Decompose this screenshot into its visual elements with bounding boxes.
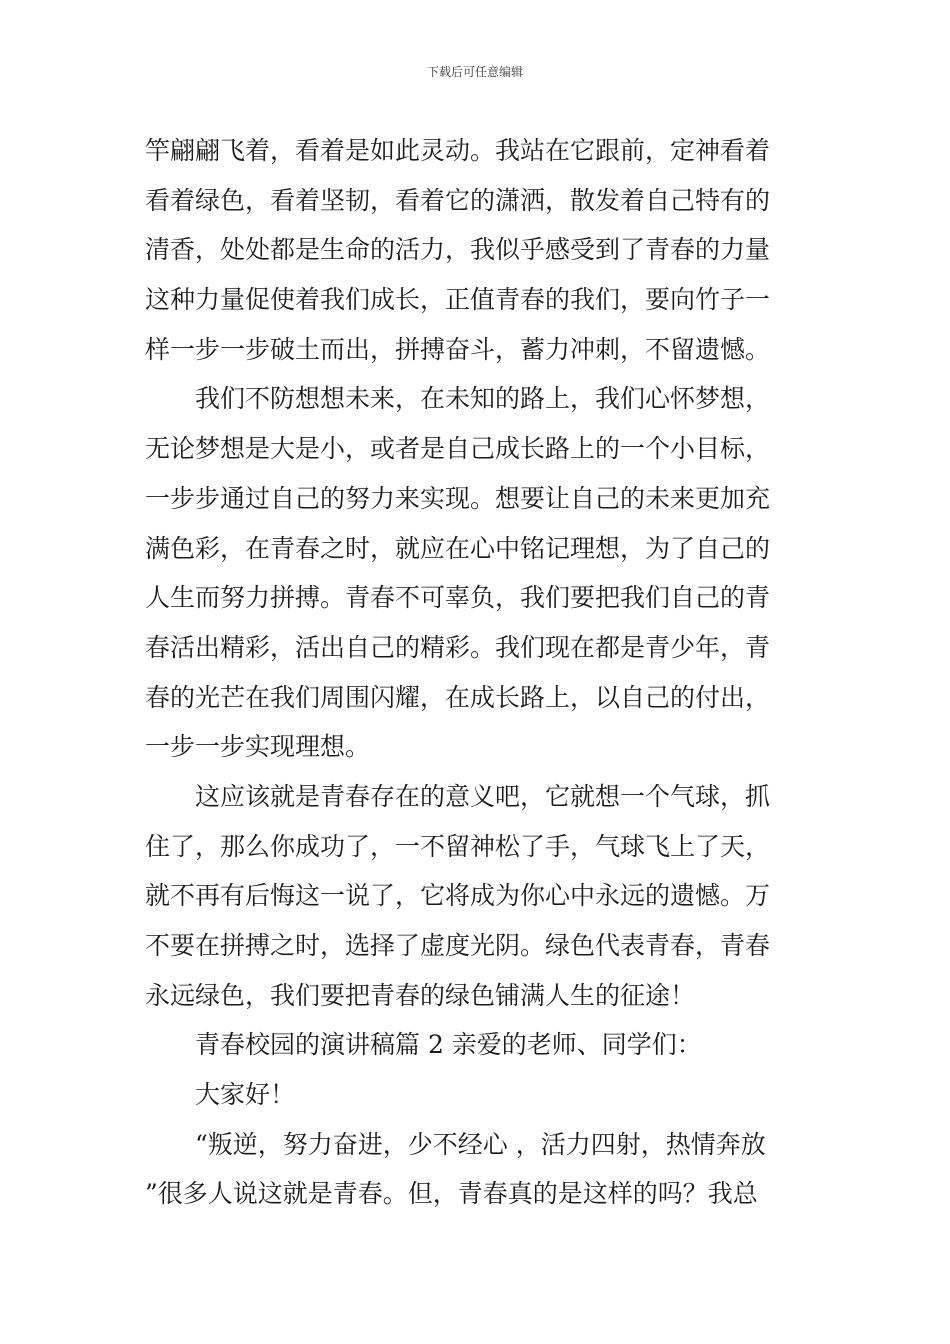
text-line: 春的光芒在我们周围闪耀，在成长路上，以自己的付出， bbox=[145, 682, 771, 712]
text-line: 看着绿色，看着坚韧，看着它的潇洒，散发着自己特有的 bbox=[145, 185, 771, 215]
text-line: 青春校园的演讲稿篇 2 亲爱的老师、同学们： bbox=[195, 1030, 702, 1060]
text-line: 满色彩，在青春之时，就应在心中铭记理想，为了自己的 bbox=[145, 533, 771, 563]
text-line: 样一步一步破土而出，拼搏奋斗，蓄力冲刺，不留遗憾。 bbox=[145, 334, 771, 364]
text-line: 清香，处处都是生命的活力，我似乎感受到了青春的力量 bbox=[145, 235, 771, 265]
text-line: 一步一步实现理想。 bbox=[145, 732, 371, 762]
text-line: 竿翩翩飞着，看着是如此灵动。我站在它跟前，定神看着 bbox=[145, 136, 771, 165]
text-line: 我们不防想想未来，在未知的路上，我们心怀梦想， bbox=[195, 384, 771, 414]
text-line: 永远绿色，我们要把青春的绿色铺满人生的征途！ bbox=[145, 980, 696, 1010]
text-line: 春活出精彩，活出自己的精彩。我们现在都是青少年，青 bbox=[145, 632, 771, 662]
text-line: 一步步通过自己的努力来实现。想要让自己的未来更加充 bbox=[145, 483, 771, 513]
text-line: 无论梦想是大是小，或者是自己成长路上的一个小目标， bbox=[145, 434, 771, 464]
text-line: 就不再有后悔这一说了，它将成为你心中永远的遗憾。万 bbox=[145, 881, 771, 911]
page-header: 下载后可任意编辑 bbox=[426, 65, 523, 79]
document-body bbox=[145, 126, 810, 1219]
text-line: 大家好！ bbox=[195, 1080, 296, 1110]
text-line: ”很多人说这就是青春。但，青春真的是这样的吗？我总 bbox=[145, 1179, 758, 1209]
text-line: 人生而努力拼搏。青春不可辜负，我们要把我们自己的青 bbox=[145, 583, 771, 613]
text-line: 这应该就是青春存在的意义吧，它就想一个气球，抓 bbox=[195, 781, 771, 811]
text-line: 住了，那么你成功了，一不留神松了手，气球飞上了天， bbox=[145, 831, 771, 861]
text-line: “叛逆，努力奋进，少不经心 ，活力四射，热情奔放 bbox=[195, 1129, 766, 1159]
text-line: 不要在拼搏之时，选择了虚度光阴。绿色代表青春，青春 bbox=[145, 931, 771, 960]
text-line: 这种力量促使着我们成长，正值青春的我们，要向竹子一 bbox=[145, 285, 771, 315]
